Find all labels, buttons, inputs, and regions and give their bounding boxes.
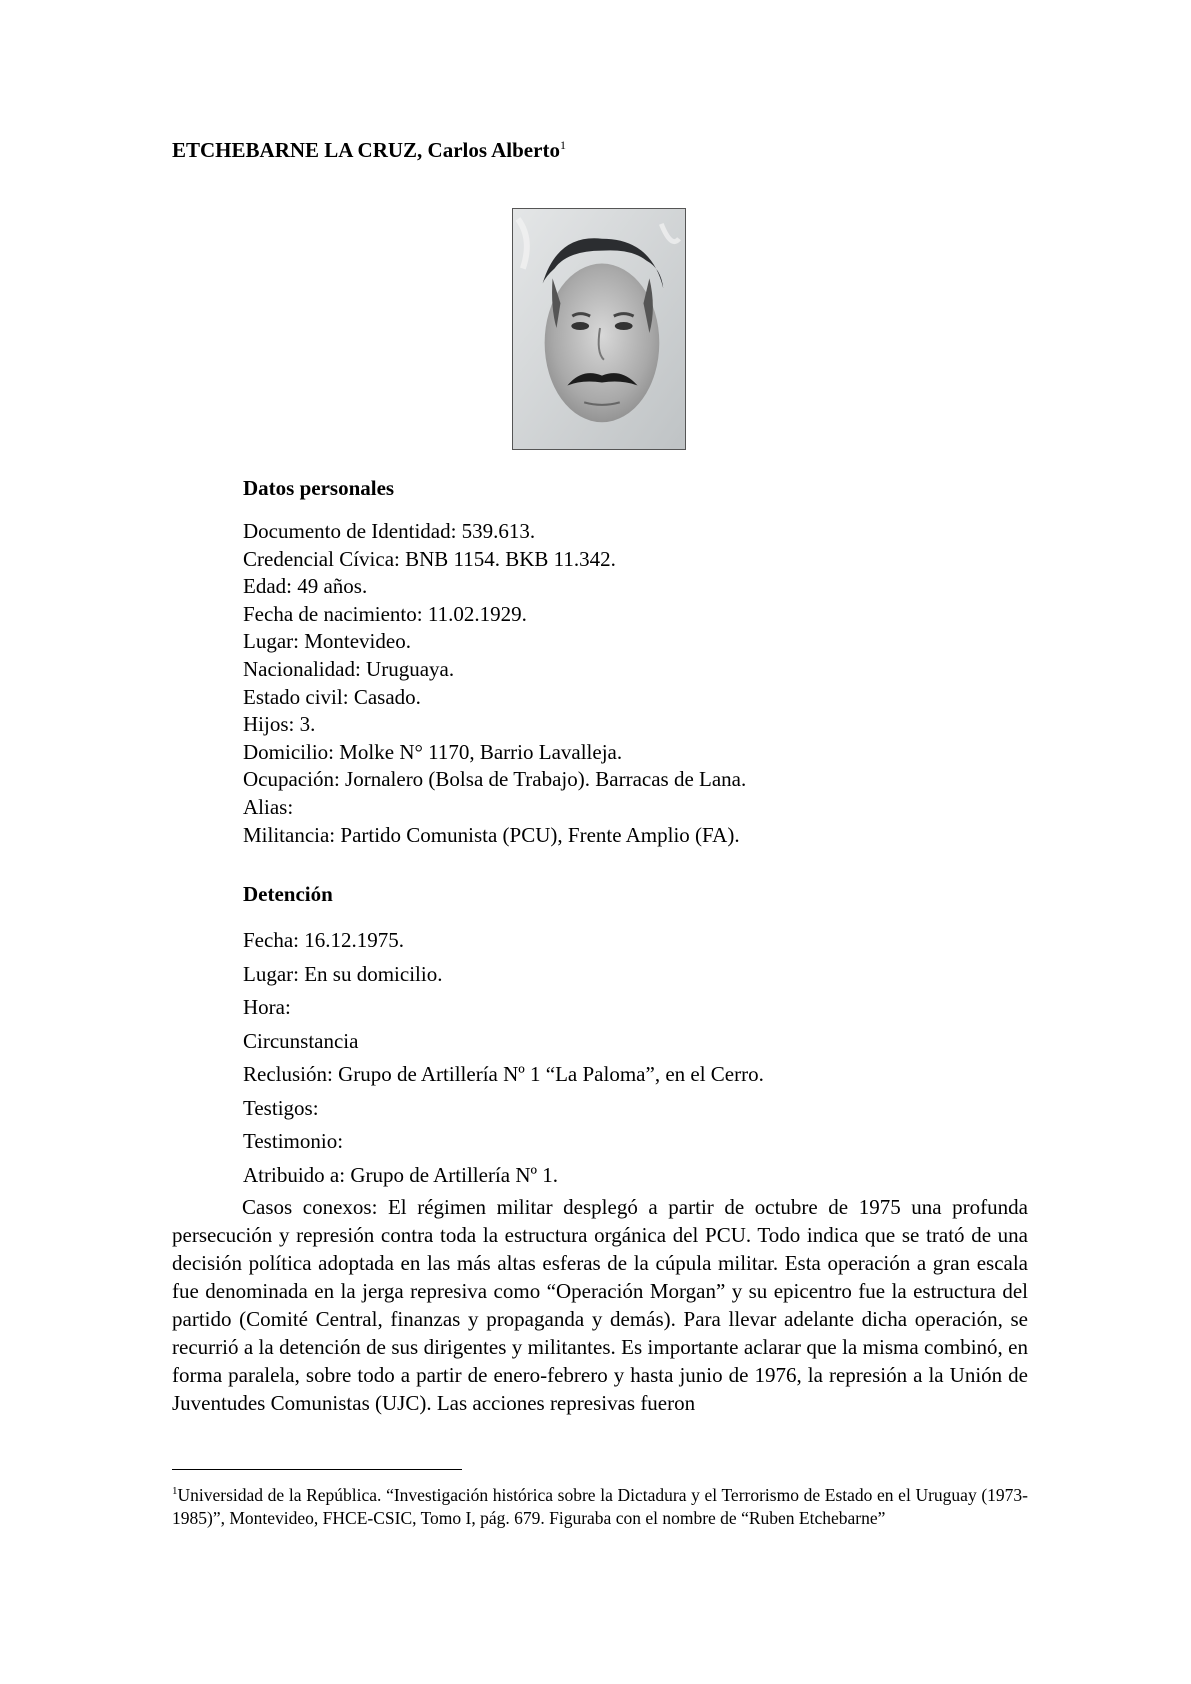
personal-data-heading: Datos personales: [243, 476, 395, 500]
page-title-text: ETCHEBARNE LA CRUZ, Carlos Alberto: [172, 138, 560, 162]
portrait-photo: [512, 208, 686, 450]
personal-data-line: Domicilio: Molke N° 1170, Barrio Lavalleja.: [243, 739, 623, 764]
personal-data-line: Fecha de nacimiento: 11.02.1929.: [243, 601, 527, 626]
footnote-divider: [172, 1469, 462, 1470]
personal-data-line: Edad: 49 años.: [243, 574, 368, 599]
detention-list: [243, 924, 764, 1192]
footnote-reference: 1: [559, 138, 566, 152]
detention-line: Fecha: 16.12.1975.: [243, 928, 404, 952]
footnote-marker: 1: [172, 1485, 178, 1497]
personal-data-line: Lugar: Montevideo.: [243, 629, 411, 654]
personal-data-line: Militancia: Partido Comunista (PCU), Frente Amplio (FA).: [243, 822, 740, 847]
detention-line: Lugar: En su domicilio.: [243, 961, 443, 986]
detention-line: Testigos:: [243, 1095, 319, 1120]
detention-line: Hora:: [243, 995, 291, 1019]
personal-data-line: Hijos: 3.: [243, 712, 316, 737]
detention-line: Testimonio:: [243, 1129, 344, 1153]
personal-data-line: Estado civil: Casado.: [243, 684, 421, 709]
footnote-text: Universidad de la República. “Investigación histórica sobre la Dictadura y el Terrorismo de Estado en el Uruguay (1973-1985)”, Montevideo, FHCE-CSIC, Tomo I, pág. 679. Figuraba con el nombre de “Ruben Etchebarne”: [172, 1484, 1028, 1528]
detention-line: Reclusión: Grupo de Artillería Nº 1 “La Paloma”, en el Cerro.: [243, 1062, 764, 1086]
footnote: [172, 1480, 1028, 1530]
related-cases-paragraph: Casos conexos: El régimen militar desplegó a partir de octubre de 1975 una profunda persecución y represión contra toda la estructura orgánica del PCU. Todo indica que se trató de una decisión política adoptada en las más altas esferas de la cúpula militar. Esta operación a gran escala fue denominada en la jerga represiva como “Operación Morgan” y su epicentro fue la estructura del partido (Comité Central, finanzas y propaganda y demás). Para llevar adelante dicha operación, se recurrió a la detención de sus dirigentes y militantes. Es importante aclarar que la misma combinó, en forma paralela, sobre todo a partir de enero-febrero y hasta junio de 1976, la represión a la Unión de Juventudes Comunistas (UJC). Las acciones represivas fueron: [172, 1195, 1028, 1415]
detention-line: Atribuido a: Grupo de Artillería Nº 1.: [243, 1162, 559, 1187]
personal-data-line: Credencial Cívica: BNB 1154. BKB 11.342.: [243, 546, 616, 571]
personal-data-line: Alias:: [243, 794, 294, 819]
page-title: [172, 138, 566, 163]
detention-line: Circunstancia: [243, 1028, 359, 1053]
detention-heading: Detención: [243, 882, 333, 906]
personal-data-line: Ocupación: Jornalero (Bolsa de Trabajo). Barracas de Lana.: [243, 767, 747, 792]
portrait-image: [513, 209, 685, 449]
personal-data-line: Documento de Identidad: 539.613.: [243, 519, 536, 543]
personal-data-line: Nacionalidad: Uruguaya.: [243, 656, 455, 681]
personal-data-list: [243, 518, 746, 849]
